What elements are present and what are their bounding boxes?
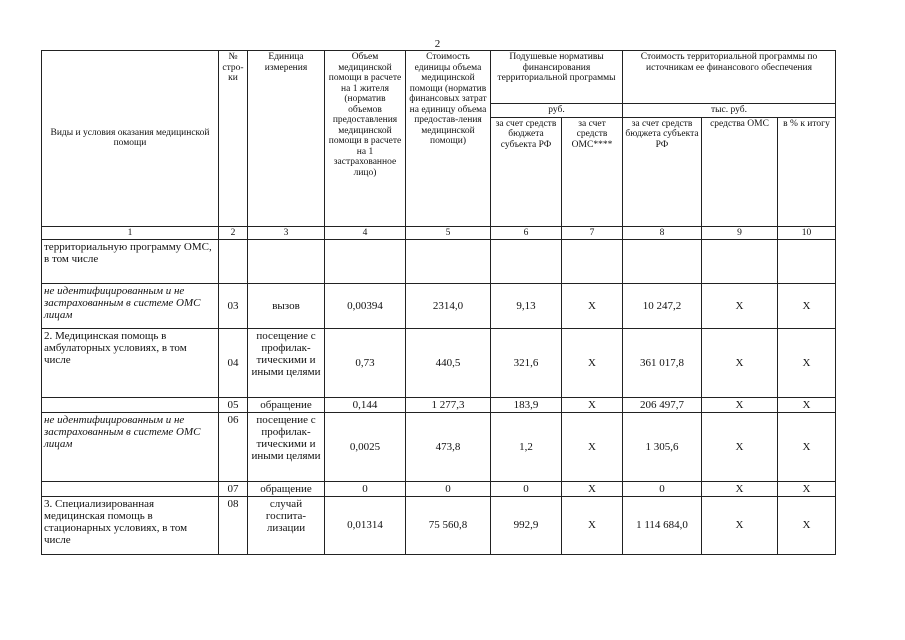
row-budget-per-capita: 992,9: [491, 496, 562, 554]
row-percent-total: X: [778, 481, 836, 496]
row-budget-cost: 206 497,7: [623, 397, 702, 412]
row-oms-per-capita: [562, 239, 623, 283]
row-label: территориальную программу ОМС, в том числе: [42, 239, 219, 283]
row-budget-cost: 1 305,6: [623, 412, 702, 481]
header-per-capita-group: Подушевые нормативы финансирования территориальной программы: [491, 51, 623, 104]
column-number: 7: [562, 226, 623, 239]
row-unit: [248, 239, 325, 283]
row-unit-cost: 473,8: [406, 412, 491, 481]
row-label: не идентифицированным и не застрахованным в системе ОМС лицам: [42, 412, 219, 481]
row-percent-total: [778, 239, 836, 283]
column-number: 6: [491, 226, 562, 239]
row-budget-cost: 361 017,8: [623, 328, 702, 397]
row-percent-total: X: [778, 496, 836, 554]
row-unit: посещение с профилак-тическими и иными целями: [248, 328, 325, 397]
header-budget-per-capita: за счет средств бюджета субъекта РФ: [491, 117, 562, 226]
row-unit: обращение: [248, 397, 325, 412]
row-number: 08: [219, 496, 248, 554]
row-number: 03: [219, 283, 248, 328]
row-oms-cost: X: [702, 328, 778, 397]
row-label: [42, 397, 219, 412]
row-label: 2. Медицинская помощь в амбулаторных условиях, в том числе: [42, 328, 219, 397]
header-volume: Объем медицинской помощи в расчете на 1 жителя (норматив объемов предоставления медицинской помощи в расчете на 1 застрахованное лицо): [325, 51, 406, 227]
column-number: 10: [778, 226, 836, 239]
row-percent-total: X: [778, 412, 836, 481]
row-unit-cost: 75 560,8: [406, 496, 491, 554]
table-row: [42, 328, 836, 397]
row-label: 3. Специализированная медицинская помощь в стационарных условиях, в том числе: [42, 496, 219, 554]
header-budget-cost: за счет средств бюджета субъекта РФ: [623, 117, 702, 226]
column-number: 2: [219, 226, 248, 239]
row-unit: обращение: [248, 481, 325, 496]
page-number: 2: [434, 38, 441, 50]
row-volume: 0,01314: [325, 496, 406, 554]
column-number: 5: [406, 226, 491, 239]
row-number: 04: [219, 328, 248, 397]
row-unit-cost: 2314,0: [406, 283, 491, 328]
header-per-capita-unit: руб.: [491, 104, 623, 118]
row-oms-per-capita: X: [562, 481, 623, 496]
row-budget-cost: 1 114 684,0: [623, 496, 702, 554]
row-number: [219, 239, 248, 283]
table-row: [42, 481, 836, 496]
column-number: 8: [623, 226, 702, 239]
row-volume: 0,00394: [325, 283, 406, 328]
row-number: 05: [219, 397, 248, 412]
header-oms-per-capita: за счет средств ОМС****: [562, 117, 623, 226]
row-budget-per-capita: 1,2: [491, 412, 562, 481]
table-row: [42, 397, 836, 412]
row-budget-per-capita: 9,13: [491, 283, 562, 328]
row-unit-cost: [406, 239, 491, 283]
row-oms-per-capita: X: [562, 496, 623, 554]
column-number: 3: [248, 226, 325, 239]
row-oms-per-capita: X: [562, 283, 623, 328]
program-cost-table: [41, 50, 836, 555]
column-number: 9: [702, 226, 778, 239]
row-label: [42, 481, 219, 496]
row-oms-cost: X: [702, 283, 778, 328]
row-number: 06: [219, 412, 248, 481]
row-budget-per-capita: 183,9: [491, 397, 562, 412]
row-percent-total: X: [778, 283, 836, 328]
column-number: 4: [325, 226, 406, 239]
row-volume: 0,0025: [325, 412, 406, 481]
row-volume: 0,144: [325, 397, 406, 412]
header-oms-cost: средства ОМС: [702, 117, 778, 226]
row-unit: случай госпита-лизации: [248, 496, 325, 554]
row-label: не идентифицированным и не застрахованным в системе ОМС лицам: [42, 283, 219, 328]
header-percent-total: в % к итогу: [778, 117, 836, 226]
row-unit: посещение с профилак-тическими и иными целями: [248, 412, 325, 481]
column-number-row: [42, 226, 836, 239]
row-oms-per-capita: X: [562, 397, 623, 412]
row-volume: 0,73: [325, 328, 406, 397]
row-oms-cost: X: [702, 496, 778, 554]
row-unit-cost: 0: [406, 481, 491, 496]
row-unit-cost: 440,5: [406, 328, 491, 397]
row-budget-cost: 10 247,2: [623, 283, 702, 328]
header-program-cost-group: Стоимость территориальной программы по источникам ее финансового обеспечения: [623, 51, 836, 104]
row-percent-total: X: [778, 328, 836, 397]
row-budget-cost: [623, 239, 702, 283]
row-budget-cost: 0: [623, 481, 702, 496]
row-unit-cost: 1 277,3: [406, 397, 491, 412]
header-row-number: № стро-ки: [219, 51, 248, 227]
table-row: [42, 412, 836, 481]
table-row: [42, 283, 836, 328]
header-unit: Единица измерения: [248, 51, 325, 227]
row-oms-per-capita: X: [562, 412, 623, 481]
row-budget-per-capita: [491, 239, 562, 283]
row-volume: 0: [325, 481, 406, 496]
row-oms-cost: [702, 239, 778, 283]
row-volume: [325, 239, 406, 283]
header-service-type: Виды и условия оказания медицинской помощи: [42, 51, 219, 227]
table-row: [42, 496, 836, 554]
row-oms-per-capita: X: [562, 328, 623, 397]
row-unit: вызов: [248, 283, 325, 328]
column-number: 1: [42, 226, 219, 239]
header-program-cost-unit: тыс. руб.: [623, 104, 836, 118]
row-budget-per-capita: 321,6: [491, 328, 562, 397]
row-oms-cost: X: [702, 481, 778, 496]
row-oms-cost: X: [702, 397, 778, 412]
row-oms-cost: X: [702, 412, 778, 481]
row-number: 07: [219, 481, 248, 496]
table-row: [42, 239, 836, 283]
row-percent-total: X: [778, 397, 836, 412]
header-unit-cost: Стоимость единицы объема медицинской помощи (норматив финансовых затрат на единицу объема предостав-ления медицинской помощи): [406, 51, 491, 227]
row-budget-per-capita: 0: [491, 481, 562, 496]
